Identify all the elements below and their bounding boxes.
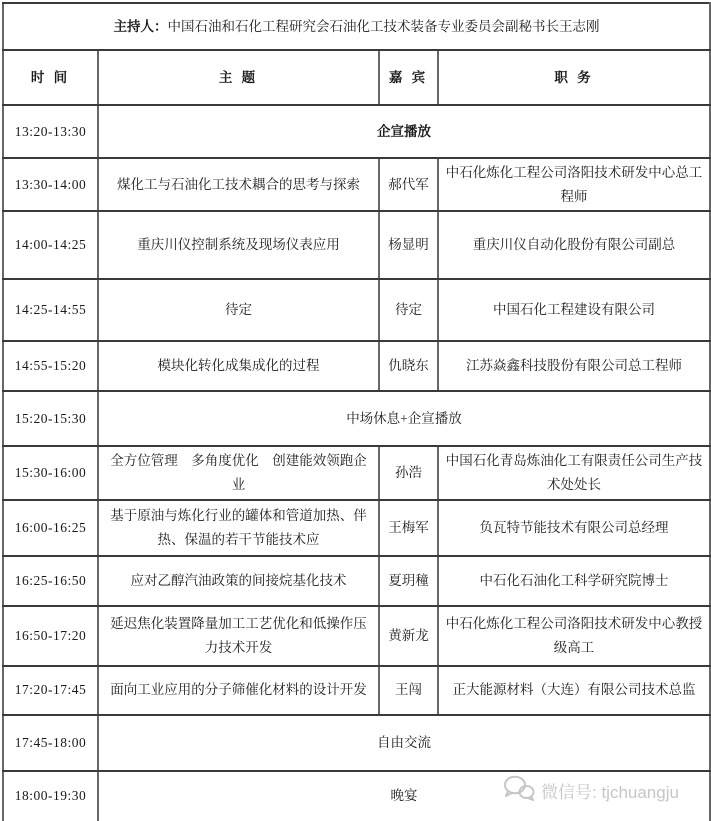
host-row — [3, 3, 710, 50]
time-cell: 15:30-16:00 — [3, 446, 98, 499]
host-cell — [3, 3, 710, 50]
schedule-row — [3, 211, 710, 279]
guest-cell: 仇晓东 — [379, 341, 438, 391]
schedule-row — [3, 279, 710, 341]
guest-cell: 夏玥穜 — [379, 556, 438, 606]
time-cell: 18:00-19:30 — [3, 771, 98, 821]
schedule-row — [3, 105, 710, 158]
title-cell: 中石化炼化工程公司洛阳技术研发中心总工程师 — [438, 158, 710, 211]
schedule-row — [3, 391, 710, 446]
topic-cell: 应对乙醇汽油政策的间接烷基化技术 — [98, 556, 379, 606]
title-cell: 正大能源材料（大连）有限公司技术总监 — [438, 666, 710, 715]
schedule-row — [3, 666, 710, 715]
span-cell: 中场休息+企宣播放 — [98, 391, 710, 446]
schedule-row — [3, 446, 710, 499]
guest-cell: 黄新龙 — [379, 606, 438, 666]
span-cell: 晚宴 — [98, 771, 710, 821]
time-cell: 16:50-17:20 — [3, 606, 98, 666]
topic-cell: 延迟焦化装置降量加工工艺优化和低操作压力技术开发 — [98, 606, 379, 666]
time-cell: 13:30-14:00 — [3, 158, 98, 211]
host-label: 主持人： — [113, 18, 168, 34]
guest-cell: 王闯 — [379, 666, 438, 715]
column-header-guest: 嘉 宾 — [379, 50, 438, 105]
guest-cell: 孙浩 — [379, 446, 438, 499]
time-cell: 16:00-16:25 — [3, 500, 98, 556]
schedule-row — [3, 715, 710, 771]
schedule-row — [3, 158, 710, 211]
topic-cell: 煤化工与石油化工技术耦合的思考与探索 — [98, 158, 379, 211]
wechat-watermark-text: 微信号: tjchuangju — [541, 783, 679, 802]
schedule-row — [3, 606, 710, 666]
span-cell: 自由交流 — [98, 715, 710, 771]
topic-cell: 基于原油与炼化行业的罐体和管道加热、伴热、保温的若干节能技术应 — [98, 500, 379, 556]
title-cell: 中石化石油化工科学研究院博士 — [438, 556, 710, 606]
time-cell: 13:20-13:30 — [3, 105, 98, 158]
title-cell: 江苏焱鑫科技股份有限公司总工程师 — [438, 341, 710, 391]
schedule-row — [3, 341, 710, 391]
guest-cell: 待定 — [379, 279, 438, 341]
span-cell: 企宣播放 — [98, 105, 710, 158]
column-header-topic: 主 题 — [98, 50, 379, 105]
time-cell: 14:55-15:20 — [3, 341, 98, 391]
time-cell: 16:25-16:50 — [3, 556, 98, 606]
title-cell: 中石化炼化工程公司洛阳技术研发中心教授级高工 — [438, 606, 710, 666]
column-header-row — [3, 50, 710, 105]
topic-cell: 重庆川仪控制系统及现场仪表应用 — [98, 211, 379, 279]
time-cell: 17:20-17:45 — [3, 666, 98, 715]
column-header-title: 职 务 — [438, 50, 710, 105]
topic-cell: 全方位管理 多角度优化 创建能效领跑企业 — [98, 446, 379, 499]
schedule-row — [3, 771, 710, 821]
topic-cell: 待定 — [98, 279, 379, 341]
schedule-row — [3, 556, 710, 606]
guest-cell: 王梅军 — [379, 500, 438, 556]
schedule-row — [3, 500, 710, 556]
time-cell: 17:45-18:00 — [3, 715, 98, 771]
title-cell: 中国石化工程建设有限公司 — [438, 279, 710, 341]
title-cell: 中国石化青岛炼油化工有限责任公司生产技术处处长 — [438, 446, 710, 499]
agenda-table — [2, 2, 711, 821]
column-header-time: 时 间 — [3, 50, 98, 105]
title-cell: 负瓦特节能技术有限公司总经理 — [438, 500, 710, 556]
topic-cell: 模块化转化成集成化的过程 — [98, 341, 379, 391]
guest-cell: 郝代军 — [379, 158, 438, 211]
topic-cell: 面向工业应用的分子筛催化材料的设计开发 — [98, 666, 379, 715]
guest-cell: 杨显明 — [379, 211, 438, 279]
title-cell: 重庆川仪自动化股份有限公司副总 — [438, 211, 710, 279]
host-name: 中国石油和石化工程研究会石油化工技术装备专业委员会副秘书长王志刚 — [167, 18, 600, 34]
time-cell: 14:00-14:25 — [3, 211, 98, 279]
time-cell: 14:25-14:55 — [3, 279, 98, 341]
time-cell: 15:20-15:30 — [3, 391, 98, 446]
